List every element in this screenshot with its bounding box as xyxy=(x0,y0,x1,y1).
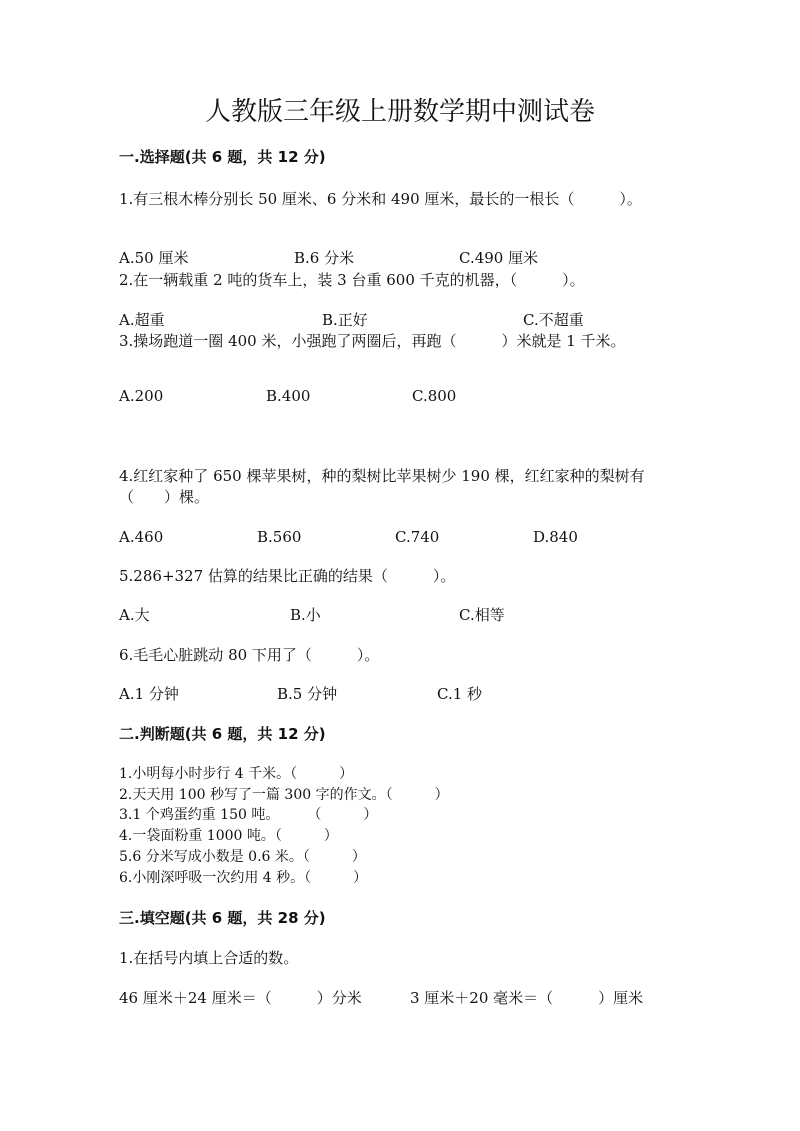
question-6-option-c[interactable]: C.1 秒 xyxy=(437,685,483,703)
question-2-option-b[interactable]: B.正好 xyxy=(322,311,368,329)
fill-question-1-text: 1.在括号内填上合适的数。 xyxy=(119,949,299,967)
question-4-option-c[interactable]: C.740 xyxy=(395,528,440,546)
fill-blank-left: 46 厘米＋24 厘米＝（ ）分米 xyxy=(119,989,362,1007)
question-1-option-a[interactable]: A.50 厘米 xyxy=(119,249,189,267)
question-5-option-c[interactable]: C.相等 xyxy=(459,606,505,624)
question-1-text: 1.有三根木棒分别长 50 厘米、6 分米和 490 厘米，最长的一根长（ ）。 xyxy=(119,190,642,208)
fill-blank-right: 3 厘米＋20 毫米＝（ ）厘米 xyxy=(410,989,644,1007)
tf-item-5: 5.6 分米写成小数是 0.6 米。（ ） xyxy=(119,849,366,865)
section-heading-choice: 一.选择题(共 6 题，共 12 分) xyxy=(119,148,326,166)
section-heading-fill-blank: 三.填空题(共 6 题，共 28 分) xyxy=(119,909,326,927)
tf-item-3: 3.1 个鸡蛋约重 150 吨。 （ ） xyxy=(119,807,378,823)
section-heading-true-false: 二.判断题(共 6 题，共 12 分) xyxy=(119,725,326,743)
question-6-text: 6.毛毛心脏跳动 80 下用了（ ）。 xyxy=(119,646,380,664)
question-2-text: 2.在一辆载重 2 吨的货车上，装 3 台重 600 千克的机器，（ ）。 xyxy=(119,271,585,289)
question-4-text-line2: （ ）棵。 xyxy=(119,488,210,506)
question-4-option-b[interactable]: B.560 xyxy=(257,528,302,546)
question-3-option-a[interactable]: A.200 xyxy=(119,387,164,405)
question-3-text: 3.操场跑道一圈 400 米，小强跑了两圈后，再跑（ ）米就是 1 千米。 xyxy=(119,332,626,350)
question-4-text-line1: 4.红红家种了 650 棵苹果树，种的梨树比苹果树少 190 棵，红红家种的梨树有 xyxy=(119,467,645,485)
page-title: 人教版三年级上册数学期中测试卷 xyxy=(204,97,595,127)
question-2-option-a[interactable]: A.超重 xyxy=(119,311,165,329)
question-4-option-a[interactable]: A.460 xyxy=(119,528,164,546)
question-2-option-c[interactable]: C.不超重 xyxy=(523,311,584,329)
question-6-option-a[interactable]: A.1 分钟 xyxy=(119,685,179,703)
question-5-option-a[interactable]: A.大 xyxy=(119,606,150,624)
question-1-option-c[interactable]: C.490 厘米 xyxy=(459,249,539,267)
question-6-option-b[interactable]: B.5 分钟 xyxy=(277,685,338,703)
question-5-text: 5.286+327 估算的结果比正确的结果（ ）。 xyxy=(119,567,456,585)
question-5-option-b[interactable]: B.小 xyxy=(290,606,321,624)
tf-item-2: 2.天天用 100 秒写了一篇 300 字的作文。（ ） xyxy=(119,787,449,803)
question-1-option-b[interactable]: B.6 分米 xyxy=(294,249,355,267)
tf-item-6: 6.小刚深呼吸一次约用 4 秒。（ ） xyxy=(119,870,368,886)
question-3-option-c[interactable]: C.800 xyxy=(412,387,457,405)
question-3-option-b[interactable]: B.400 xyxy=(266,387,311,405)
question-4-option-d[interactable]: D.840 xyxy=(533,528,578,546)
tf-item-4: 4.一袋面粉重 1000 吨。（ ） xyxy=(119,828,338,844)
tf-item-1: 1.小明每小时步行 4 千米。（ ） xyxy=(119,766,354,782)
